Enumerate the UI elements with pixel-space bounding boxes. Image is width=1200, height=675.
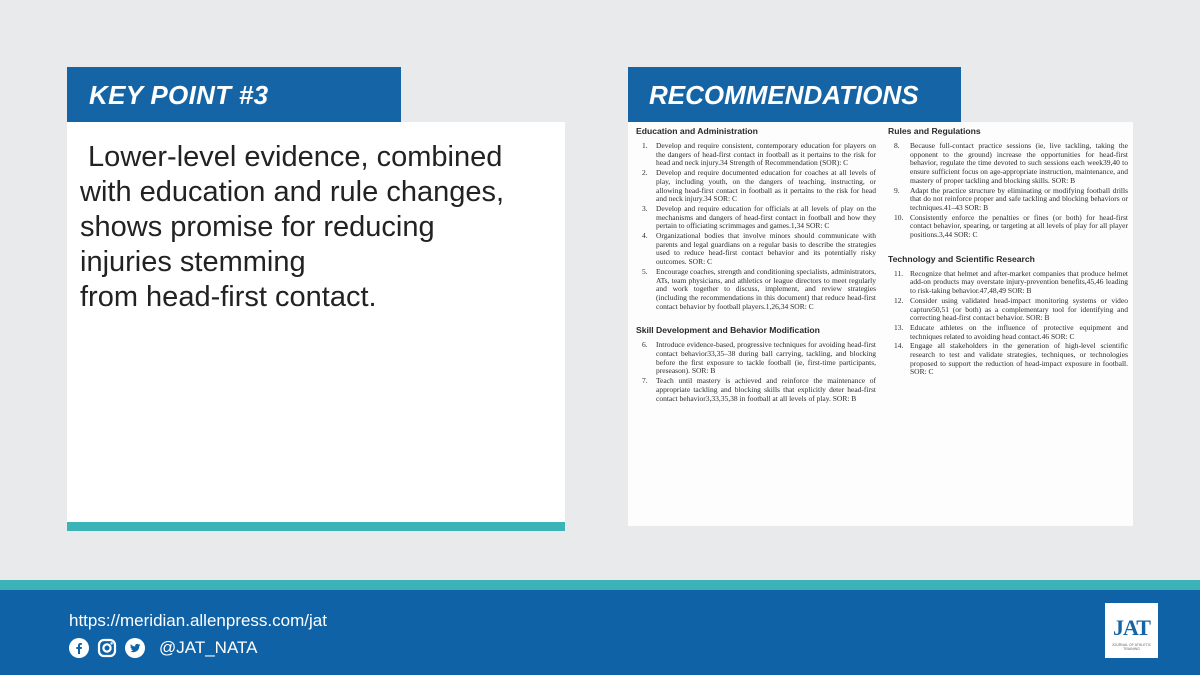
recommendation-item <box>888 214 1128 240</box>
item-number: 4. <box>642 231 648 241</box>
recommendation-item <box>636 142 876 168</box>
key-point-header <box>67 67 401 122</box>
item-number: 6. <box>642 340 648 350</box>
key-point-title: KEY POINT #3 <box>89 80 269 110</box>
item-number: 11. <box>894 268 904 278</box>
recommendation-item <box>888 324 1128 341</box>
recommendations-document <box>628 122 1133 526</box>
social-links <box>69 638 258 658</box>
item-text: Develop and require documented education for coaches at all levels of play, including youth, on the dangers of teaching, instructing, or allowing head-first contact in football as it pertains to the risk for head and neck injury.34 SOR: C <box>656 168 876 204</box>
recommendations-title: RECOMMENDATIONS <box>649 80 919 110</box>
key-point-line: from head-first contact. <box>80 281 377 313</box>
item-text: Engage all stakeholders in the generation of high-level scientific research to test and validate strategies, techniques, or technologies proposed to support the reduction of head-impact exposure in football. SOR: C <box>910 341 1128 377</box>
logo-subtext: JOURNAL OF ATHLETIC TRAINING <box>1111 643 1152 651</box>
item-text: Educate athletes on the influence of protective equipment and techniques related to avoiding head contact.46 SOR: C <box>910 322 1128 341</box>
document-left-column <box>636 126 876 404</box>
item-number: 1. <box>642 141 648 150</box>
recommendation-item <box>888 342 1128 377</box>
item-text: Introduce evidence-based, progressive techniques for avoiding head-first contact behavior33,35–38 during ball carrying, tackling, and blocking before the first exposure to tackle football (ie, first-time participants, preseason). SOR: B <box>656 340 876 376</box>
recommendation-item <box>636 205 876 231</box>
recommendation-item <box>888 297 1128 323</box>
key-point-card <box>67 122 565 522</box>
item-number: 3. <box>642 203 648 213</box>
item-number: 7. <box>642 376 648 386</box>
item-number: 8. <box>894 141 900 150</box>
recommendation-item <box>636 169 876 204</box>
footer-accent-line <box>0 580 1200 590</box>
item-number: 2. <box>642 168 648 178</box>
recommendation-item <box>636 377 876 403</box>
section-heading-technology: Technology and Scientific Research <box>888 253 1035 264</box>
recommendations-header <box>628 67 961 122</box>
item-text: Teach until mastery is achieved and reinforce the maintenance of appropriate tackling and blocking skills that explicitly deter head-first contact behavior3,33,35,38 in football at all levels of play. SOR: B <box>656 376 876 403</box>
item-text: Consistently enforce the penalties or fines (or both) for head-first contact behavior, spearing, or targeting at all levels of play for all player positions.3,44 SOR: C <box>910 212 1128 240</box>
footer <box>0 590 1200 675</box>
recommendation-item <box>888 142 1128 186</box>
section-heading-education: Education and Administration <box>636 126 758 136</box>
social-handle[interactable]: @JAT_NATA <box>159 638 258 657</box>
item-text: Because full-contact practice sessions (ie, live tackling, taking the opponent to the ground) increase the opportunities for head-first behavior, regulate the time devoted to such sessions each week39,40 to ensure sufficient focus on age-appropriate instruction, maintenance, and mastery of proper tackling and blocking skills. SOR: B <box>910 141 1128 185</box>
item-text: Develop and require education for officials at all levels of play on the mechanisms and dangers of head-first contact in football and how they pertain to officiating scrimmages and games.1,34 SOR: C <box>656 203 876 231</box>
twitter-icon[interactable] <box>125 638 145 658</box>
item-text: Organizational bodies that involve minors should communicate with parents and legal guardians on a regular basis to describe the strategies used to reduce head-first contact behavior and its potentially risky outcomes. SOR: C <box>656 231 876 267</box>
item-text: Encourage coaches, strength and conditioning specialists, administrators, ATs, team physicians, and athletics or league directors to meet regularly and work together to discuss, implement, and review strategies (including the recommendations in this document) that reduce head-first contact behavior by football players.1,26,34 SOR: C <box>656 266 876 311</box>
key-point-text <box>80 140 560 315</box>
recommendation-item <box>888 187 1128 213</box>
jat-logo <box>1105 603 1158 658</box>
section-heading-skill: Skill Development and Behavior Modification <box>636 325 820 336</box>
item-text: Develop and require consistent, contemporary education for players on the dangers of head-first contact in football as it pertains to the risk for head and neck injury.34 Strength of Recommendation (SOR): C <box>656 141 876 168</box>
recommendation-item <box>636 268 876 312</box>
item-number: 5. <box>642 266 648 276</box>
key-point-line: shows promise for reducing <box>80 211 435 243</box>
key-point-accent-line <box>67 522 565 531</box>
item-text: Adapt the practice structure by eliminating or modifying football drills that do not reinforce proper and safe tackling and blocking behaviors or techniques.41–43 SOR: B <box>910 185 1128 212</box>
journal-url-link[interactable]: https://meridian.allenpress.com/jat <box>69 611 327 630</box>
key-point-line: with education and rule changes, <box>80 176 505 208</box>
recommendation-item <box>636 232 876 267</box>
key-point-line: injuries stemming <box>80 246 306 278</box>
facebook-icon[interactable] <box>69 638 89 658</box>
item-number: 9. <box>894 185 900 195</box>
item-number: 12. <box>894 295 904 305</box>
recommendation-item <box>636 341 876 376</box>
item-number: 14. <box>894 341 904 351</box>
section-heading-rules: Rules and Regulations <box>888 126 981 136</box>
key-point-line: Lower-level evidence, combined <box>80 141 503 173</box>
item-text: Recognize that helmet and after-market companies that produce helmet add-on products may overstate injury-prevention benefits,45,46 leading to risk-taking behavior.47,48,49 SOR: B <box>910 268 1128 296</box>
item-number: 13. <box>894 322 904 332</box>
logo-text: JAT <box>1113 615 1150 640</box>
item-text: Consider using validated head-impact monitoring systems or video capture50,51 (or both) as a complementary tool for identifying and correcting head-first contact behavior. SOR: B <box>910 295 1128 323</box>
item-number: 10. <box>894 212 904 222</box>
recommendation-item <box>888 270 1128 296</box>
instagram-icon[interactable] <box>97 638 117 658</box>
document-right-column <box>888 126 1128 378</box>
